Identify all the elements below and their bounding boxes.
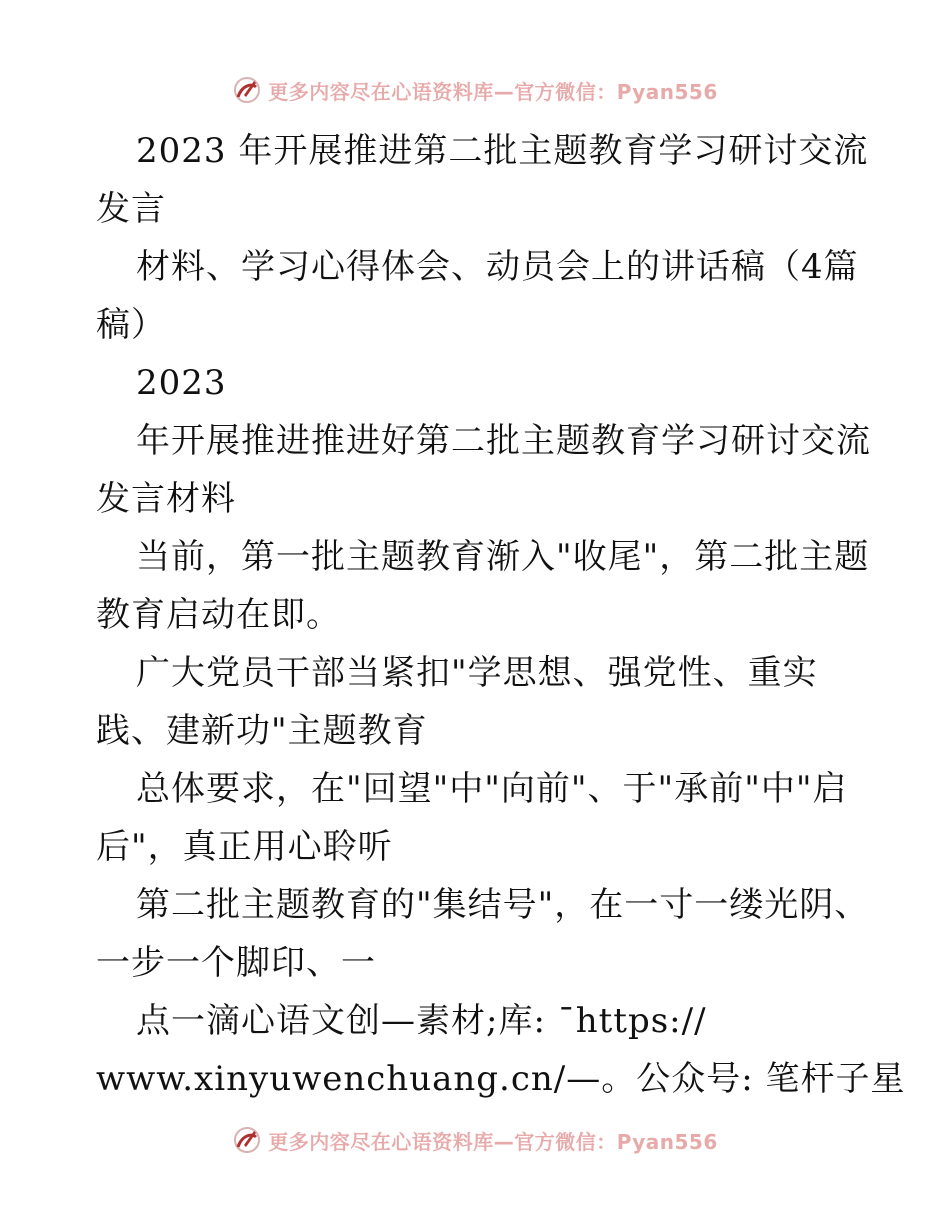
watermark-text: 更多内容尽在心语资料库—官方微信：Pyan556 bbox=[268, 1129, 718, 1154]
document-line: 当前，第一批主题教育渐入"收尾"，第二批主题 bbox=[136, 537, 870, 577]
footer-watermark-banner bbox=[0, 1120, 950, 1160]
header-watermark-banner bbox=[0, 70, 950, 110]
document-line: 稿） bbox=[96, 305, 166, 345]
document-line: www.xinyuwenchuang.cn/—。公众号: 笔杆子星 bbox=[96, 1059, 906, 1099]
document-line: 第二批主题教育的"集结号"，在一寸一缕光阴、 bbox=[136, 885, 870, 925]
document-line: 发言材料 bbox=[96, 479, 236, 519]
document-line: 后"，真正用心聆听 bbox=[96, 827, 393, 867]
document-line: 广大党员干部当紧扣"学思想、强党性、重实 bbox=[136, 653, 818, 693]
document-body bbox=[96, 122, 906, 1108]
document-line: 点一滴心语文创—素材;库: ¯https:// bbox=[136, 1001, 707, 1041]
document-line: 践、建新功"主题教育 bbox=[96, 711, 428, 751]
pen-swirl-logo-icon bbox=[232, 1125, 262, 1155]
document-line: 材料、学习心得体会、动员会上的讲话稿（4篇 bbox=[136, 247, 859, 287]
document-line: 总体要求，在"回望"中"向前"、于"承前"中"启 bbox=[136, 769, 848, 809]
document-line: 发言 bbox=[96, 189, 166, 229]
watermark-text: 更多内容尽在心语资料库—官方微信：Pyan556 bbox=[268, 79, 718, 104]
pen-swirl-logo-icon bbox=[232, 75, 262, 105]
document-line: 2023 年开展推进第二批主题教育学习研讨交流 bbox=[136, 131, 869, 171]
document-line: 年开展推进推进好第二批主题教育学习研讨交流 bbox=[136, 421, 871, 461]
document-line: 一步一个脚印、一 bbox=[96, 943, 376, 983]
document-line: 教育启动在即。 bbox=[96, 595, 341, 635]
document-line: 2023 bbox=[136, 363, 227, 403]
